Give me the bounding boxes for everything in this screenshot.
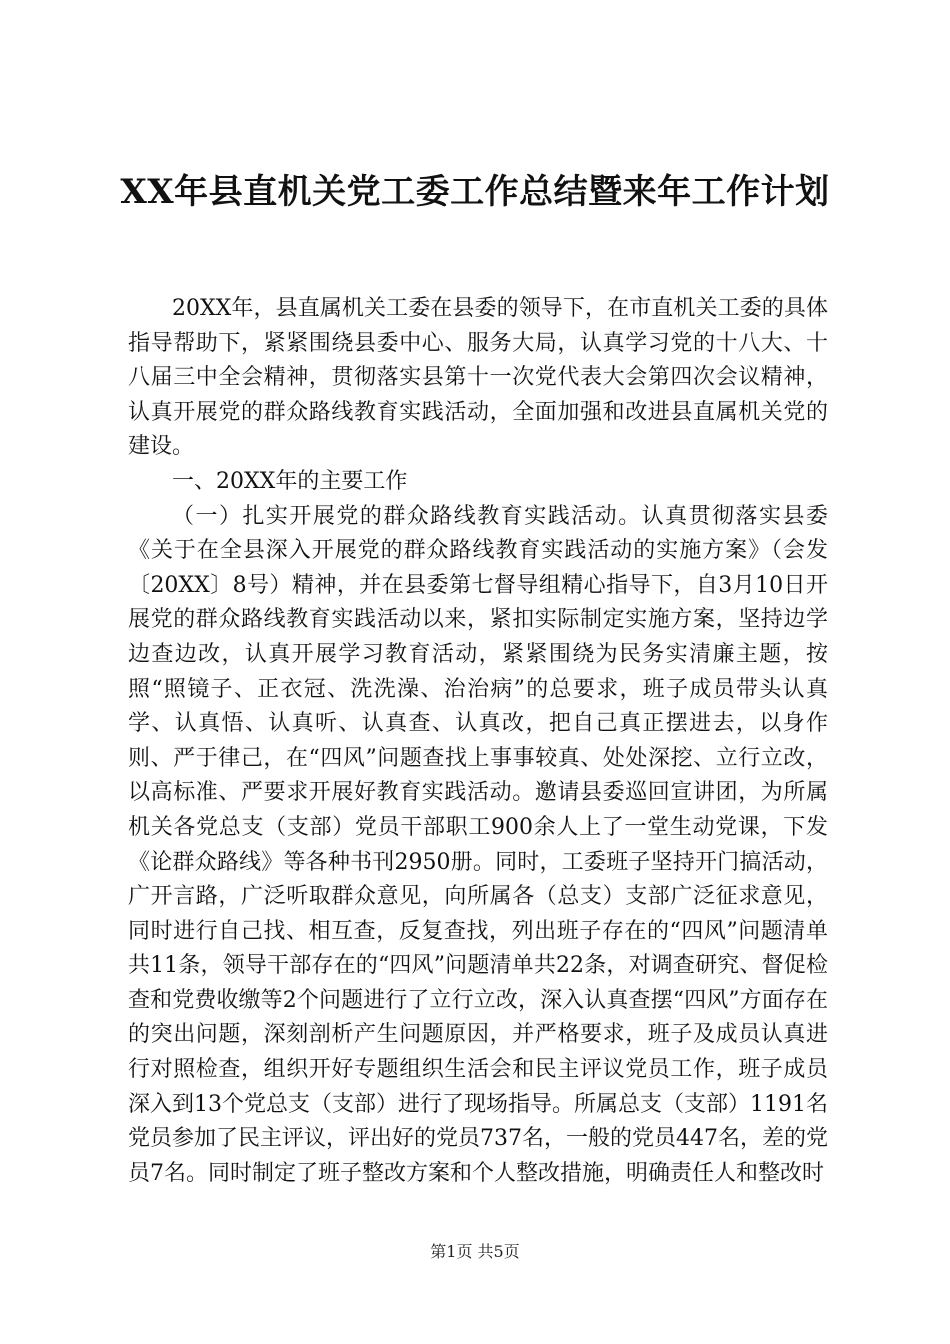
document-title: XX年县直机关党工委工作总结暨来年工作计划 bbox=[120, 172, 830, 212]
intro-paragraph: 20XX年，县直属机关工委在县委的领导下，在市直机关工委的具体指导帮助下，紧紧围绕县委中心、服务大局，认真学习党的十八大、十八届三中全会精神，贯彻落实县第十一次党代表大会第四次会议精神，认真开展党的群众路线教育实践活动，全面加强和改进县直属机关党的建设。 bbox=[128, 296, 828, 460]
section-heading: 一、20XX年的主要工作 bbox=[172, 468, 408, 494]
document-body bbox=[128, 292, 828, 1191]
page-footer: 第1页 共5页 bbox=[430, 1242, 520, 1261]
section-paragraph: （一）扎实开展党的群众路线教育实践活动。认真贯彻落实县委《关于在全县深入开展党的群众路线教育实践活动的实施方案》（会发〔20XX〕8号）精神，并在县委第七督导组精心指导下，自3月10日开展党的群众路线教育实践活动以来，紧扣实际制定实施方案，坚持边学边查边改，认真开展学习教育活动，紧紧围绕为民务实清廉主题，按照“照镜子、正衣冠、洗洗澡、治治病”的总要求，班子成员带头认真学、认真悟、认真听、认真查、认真改，把自己真正摆进去，以身作则、严于律己，在“四风”问题查找上事事较真、处处深挖、立行立改，以高标准、严要求开展好教育实践活动。邀请县委巡回宣讲团，为所属机关各党总支（支部）党员干部职工900余人上了一堂生动党课，下发《论群众路线》等各种书刊2950册。同时，工委班子坚持开门搞活动，广开言路，广泛听取群众意见，向所属各（总支）支部广泛征求意见，同时进行自己找、相互查，反复查找，列出班子存在的“四风”问题清单共11条，领导干部存在的“四风”问题清单共22条，对调查研究、督促检查和党费收缴等2个问题进行了立行立改，深入认真查摆“四风”方面存在的突出问题，深刻剖析产生问题原因，并严格要求，班子及成员认真进行对照检查，组织开好专题组织生活会和民主评议党员工作，班子成员深入到13个党总支（支部）进行了现场指导。所属总支（支部）1191名党员参加了民主评议，评出好的党员737名，一般的党员447名，差的党员7名。同时制定了班子整改方案和个人整改措施，明确责任人和整改时 bbox=[128, 503, 828, 1186]
